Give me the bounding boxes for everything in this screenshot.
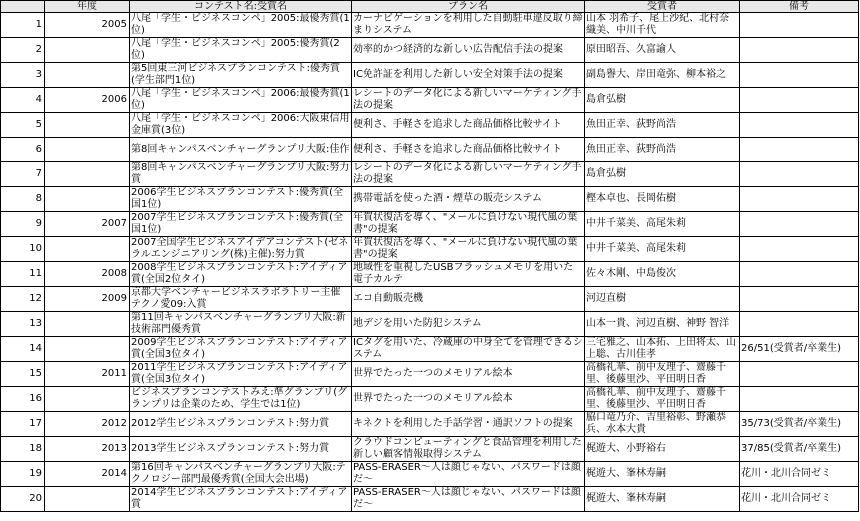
- cell-no: 3: [1, 63, 45, 88]
- cell-year: [45, 487, 130, 512]
- cell-notes: [740, 187, 859, 212]
- cell-no: 18: [1, 437, 45, 462]
- table-row: [1, 412, 859, 437]
- cell-year: 2014: [45, 462, 130, 487]
- cell-notes: [740, 13, 859, 38]
- cell-notes: [740, 262, 859, 287]
- cell-contest: 2009学生ビジネスプランコンテスト:アイディア賞(全国3位タイ): [130, 337, 352, 362]
- table-row: [1, 287, 859, 312]
- cell-contest: ビジネスプランコンテストみえ:準グランプリ(グランプリは企業のため、学生では1位): [130, 387, 352, 412]
- cell-contest: 2013学生ビジネスプランコンテスト:努力賞: [130, 437, 352, 462]
- cell-notes: [740, 212, 859, 237]
- table-row: [1, 38, 859, 63]
- cell-year: 2008: [45, 262, 130, 287]
- cell-no: 16: [1, 387, 45, 412]
- cell-winners: 魚田正幸、荻野尚浩: [585, 138, 740, 162]
- cell-notes: [740, 38, 859, 63]
- cell-winners: 原田昭吾、久富諭人: [585, 38, 740, 63]
- cell-contest: 2012学生ビジネスプランコンテスト:努力賞: [130, 412, 352, 437]
- cell-plan: クラウドコンピューティングと食品管理を利用した新しい顧客情報取得システム: [352, 437, 585, 462]
- cell-winners: 中井千菜美、高尾朱莉: [585, 237, 740, 262]
- cell-year: [45, 237, 130, 262]
- cell-plan: 年賀状復活を導く、"メールに負けない現代風の葉書"の提案: [352, 237, 585, 262]
- cell-no: 17: [1, 412, 45, 437]
- table-row: [1, 138, 859, 162]
- cell-no: 10: [1, 237, 45, 262]
- header-no: [1, 1, 45, 13]
- cell-plan: 世界でたった一つのメモリアル絵本: [352, 387, 585, 412]
- table-row: [1, 487, 859, 512]
- cell-plan: IC免許証を利用した新しい安全対策手法の提案: [352, 63, 585, 88]
- cell-no: 15: [1, 362, 45, 387]
- cell-year: 2013: [45, 437, 130, 462]
- cell-plan: PASS-ERASER～人は顔じゃない、パスワードは顔だ～: [352, 487, 585, 512]
- cell-notes: [740, 387, 859, 412]
- cell-contest: 第5回東三河ビジネスプランコンテスト:優秀賞(学生部門1位): [130, 63, 352, 88]
- cell-year: [45, 337, 130, 362]
- cell-no: 11: [1, 262, 45, 287]
- cell-notes: 35/73(受賞者/卒業生): [740, 412, 859, 437]
- cell-contest: 2014学生ビジネスプランコンテスト:アイディア賞: [130, 487, 352, 512]
- cell-notes: [740, 113, 859, 138]
- cell-contest: 2007学生ビジネスプランコンテスト:優秀賞(全国1位): [130, 212, 352, 237]
- cell-notes: [740, 63, 859, 88]
- cell-year: 2006: [45, 88, 130, 113]
- cell-year: [45, 138, 130, 162]
- cell-winners: 高橋礼華、前中友理子、齋藤千里、後藤里沙、平田明日香: [585, 362, 740, 387]
- cell-plan: レシートのデータ化による新しいマーケティング手法の提案: [352, 162, 585, 187]
- cell-winners: 島倉弘樹: [585, 88, 740, 113]
- cell-year: [45, 312, 130, 337]
- cell-notes: 花川・北川合同ゼミ: [740, 462, 859, 487]
- cell-contest: 八尾「学生・ビジネスコンペ」2006:大阪東信用金庫賞(3位): [131, 113, 350, 136]
- cell-plan: 便利さ、手軽さを追求した商品価格比較サイト: [352, 113, 585, 138]
- table-row: [1, 13, 859, 38]
- cell-notes: [740, 312, 859, 337]
- cell-contest: 2011学生ビジネスプランコンテスト:アイディア賞(全国3位タイ): [130, 362, 352, 387]
- cell-year: 2009: [45, 287, 130, 312]
- cell-notes: [740, 362, 859, 387]
- cell-plan: 地デジを用いた防犯システム: [352, 312, 585, 337]
- cell-winners: 河辺直樹: [585, 287, 740, 312]
- cell-plan: PASS-ERASER～人は顔じゃない、パスワードは顔だ～: [352, 462, 585, 487]
- header-year: 年度: [45, 1, 130, 13]
- cell-notes: 花川・北川合同ゼミ: [740, 487, 859, 512]
- cell-year: [45, 387, 130, 412]
- cell-notes: [740, 88, 859, 113]
- cell-no: 5: [1, 113, 45, 138]
- cell-no: 13: [1, 312, 45, 337]
- cell-winners: 山本 羽希子、尾上沙紀、北村奈織美、中川千代: [585, 13, 740, 38]
- cell-winners: 島倉弘樹: [585, 162, 740, 187]
- cell-no: 19: [1, 462, 45, 487]
- cell-notes: [740, 237, 859, 262]
- table-row: [1, 462, 859, 487]
- cell-no: 8: [1, 187, 45, 212]
- table-row: [1, 113, 859, 138]
- table-row: [1, 262, 859, 287]
- cell-contest: 第11回キャンパスベンチャーグランプリ大阪:新技術部門優秀賞: [130, 312, 352, 337]
- table-row: [1, 337, 859, 362]
- cell-winners: 梶遊大、小野裕右: [585, 437, 740, 462]
- cell-winners: 樫本卓也、長岡佑樹: [585, 187, 740, 212]
- cell-no: 20: [1, 487, 45, 512]
- cell-no: 4: [1, 88, 45, 113]
- header-plan: プラン名: [352, 1, 585, 13]
- cell-notes: [740, 287, 859, 312]
- header-winners: 受賞者: [585, 1, 740, 13]
- table-row: [1, 237, 859, 262]
- cell-contest: 八尾「学生・ビジネスコンペ」2005:優秀賞(2位): [130, 38, 352, 63]
- cell-contest: 京都大学ベンチャービジネスラボラトリー主催テクノ愛09:入賞: [130, 287, 352, 312]
- cell-contest: 2008学生ビジネスプランコンテスト:アイディア賞(全国2位タイ): [130, 262, 352, 287]
- cell-contest: 八尾「学生・ビジネスコンペ」2006:最優秀賞(1位): [131, 88, 350, 111]
- cell-winners: 佐々木剛、中島俊次: [585, 262, 740, 287]
- cell-year: [45, 38, 130, 63]
- cell-no: 9: [1, 212, 45, 237]
- cell-notes: [740, 162, 859, 187]
- cell-plan: エコ自動販売機: [352, 287, 585, 312]
- cell-plan: 効率的かつ経済的な新しい広告配信手法の提案: [352, 38, 585, 63]
- table-row: [1, 187, 859, 212]
- cell-plan: ICタグを用いた、冷蔵庫の中身全てを管理できるシステム: [353, 337, 583, 360]
- cell-contest: 2006学生ビジネスプランコンテスト:優秀賞(全国1位): [130, 187, 352, 212]
- cell-winners: 中井千菜美、高尾朱莉: [585, 212, 740, 237]
- cell-winners: 三宅雅之、山本拓、上田将太、山上聡、古川佳孝: [585, 337, 740, 362]
- cell-no: 6: [1, 138, 45, 162]
- cell-winners: 副島譽大、岸田竜弥、柳本裕之: [585, 63, 740, 88]
- cell-winners: 山本一貴、河辺直樹、神野 智洋: [585, 312, 740, 337]
- cell-winners: 梶遊大、峯林寿嗣: [585, 462, 740, 487]
- table-row: [1, 162, 859, 187]
- cell-no: 12: [1, 287, 45, 312]
- cell-year: [45, 113, 130, 138]
- cell-no: 14: [1, 337, 45, 362]
- table-row: [1, 312, 859, 337]
- cell-contest: 2007全国学生ビジネスアイデアコンテスト(ゼネラルエンジニアリング(株)主催):努力賞: [130, 237, 352, 262]
- cell-year: 2005: [45, 13, 130, 38]
- cell-notes: [740, 138, 859, 162]
- table-row: [1, 63, 859, 88]
- cell-year: [45, 63, 130, 88]
- cell-year: 2011: [45, 362, 130, 387]
- cell-plan: カーナビゲーションを利用した自動駐車違反取り締まりシステム: [353, 13, 583, 36]
- cell-year: 2007: [45, 212, 130, 237]
- cell-winners: 脇口竜乃介、吉里裕彰、野瀬恭兵、水本大貴: [585, 412, 740, 437]
- cell-no: 2: [1, 38, 45, 63]
- cell-plan: 世界でたった一つのメモリアル絵本: [352, 362, 585, 387]
- cell-year: 2012: [45, 412, 130, 437]
- cell-winners: 高橋礼華、前中友理子、齋藤千里、後藤里沙、平田明日香: [585, 387, 740, 412]
- header-contest: コンテスト名:受賞名: [130, 1, 352, 13]
- cell-notes: 26/51(受賞者/卒業生): [740, 337, 859, 362]
- cell-plan: 地域性を重視したUSBフラッシュメモリを用いた電子カルテ: [352, 262, 585, 287]
- cell-plan: 便利さ、手軽さを追求した商品価格比較サイト: [352, 138, 585, 162]
- cell-winners: 梶遊大、峯林寿嗣: [585, 487, 740, 512]
- table-row: [1, 362, 859, 387]
- header-notes: 備考: [740, 1, 859, 13]
- cell-plan: 年賀状復活を導く、"メールに負けない現代風の葉書"の提案: [352, 212, 585, 237]
- cell-contest: 八尾「学生・ビジネスコンペ」2005:最優秀賞(1位): [131, 13, 350, 36]
- cell-contest: 第8回キャンパスベンチャーグランプリ大阪:佳作: [130, 138, 352, 162]
- cell-no: 1: [1, 13, 45, 38]
- header-row: [1, 1, 859, 13]
- cell-year: [45, 162, 130, 187]
- cell-contest: 第8回キャンパスベンチャーグランプリ大阪:努力賞: [130, 162, 352, 187]
- table-row: [1, 88, 859, 113]
- cell-contest: 第16回キャンパスベンチャーグランプリ大阪:テクノロジー部門最優秀賞(全国大会出場): [130, 462, 352, 487]
- cell-year: [45, 187, 130, 212]
- cell-no: 7: [1, 162, 45, 187]
- table-row: [1, 212, 859, 237]
- table-row: [1, 437, 859, 462]
- cell-winners: 魚田正幸、荻野尚浩: [585, 113, 740, 138]
- cell-notes: 37/85(受賞者/卒業生): [740, 437, 859, 462]
- table-row: [1, 387, 859, 412]
- cell-plan: キネクトを利用した手話学習・通訳ソフトの提案: [352, 412, 585, 437]
- cell-plan: レシートのデータ化による新しいマーケティング手法の提案: [352, 88, 585, 113]
- cell-plan: 携帯電話を使った酒・煙草の販売システム: [352, 187, 585, 212]
